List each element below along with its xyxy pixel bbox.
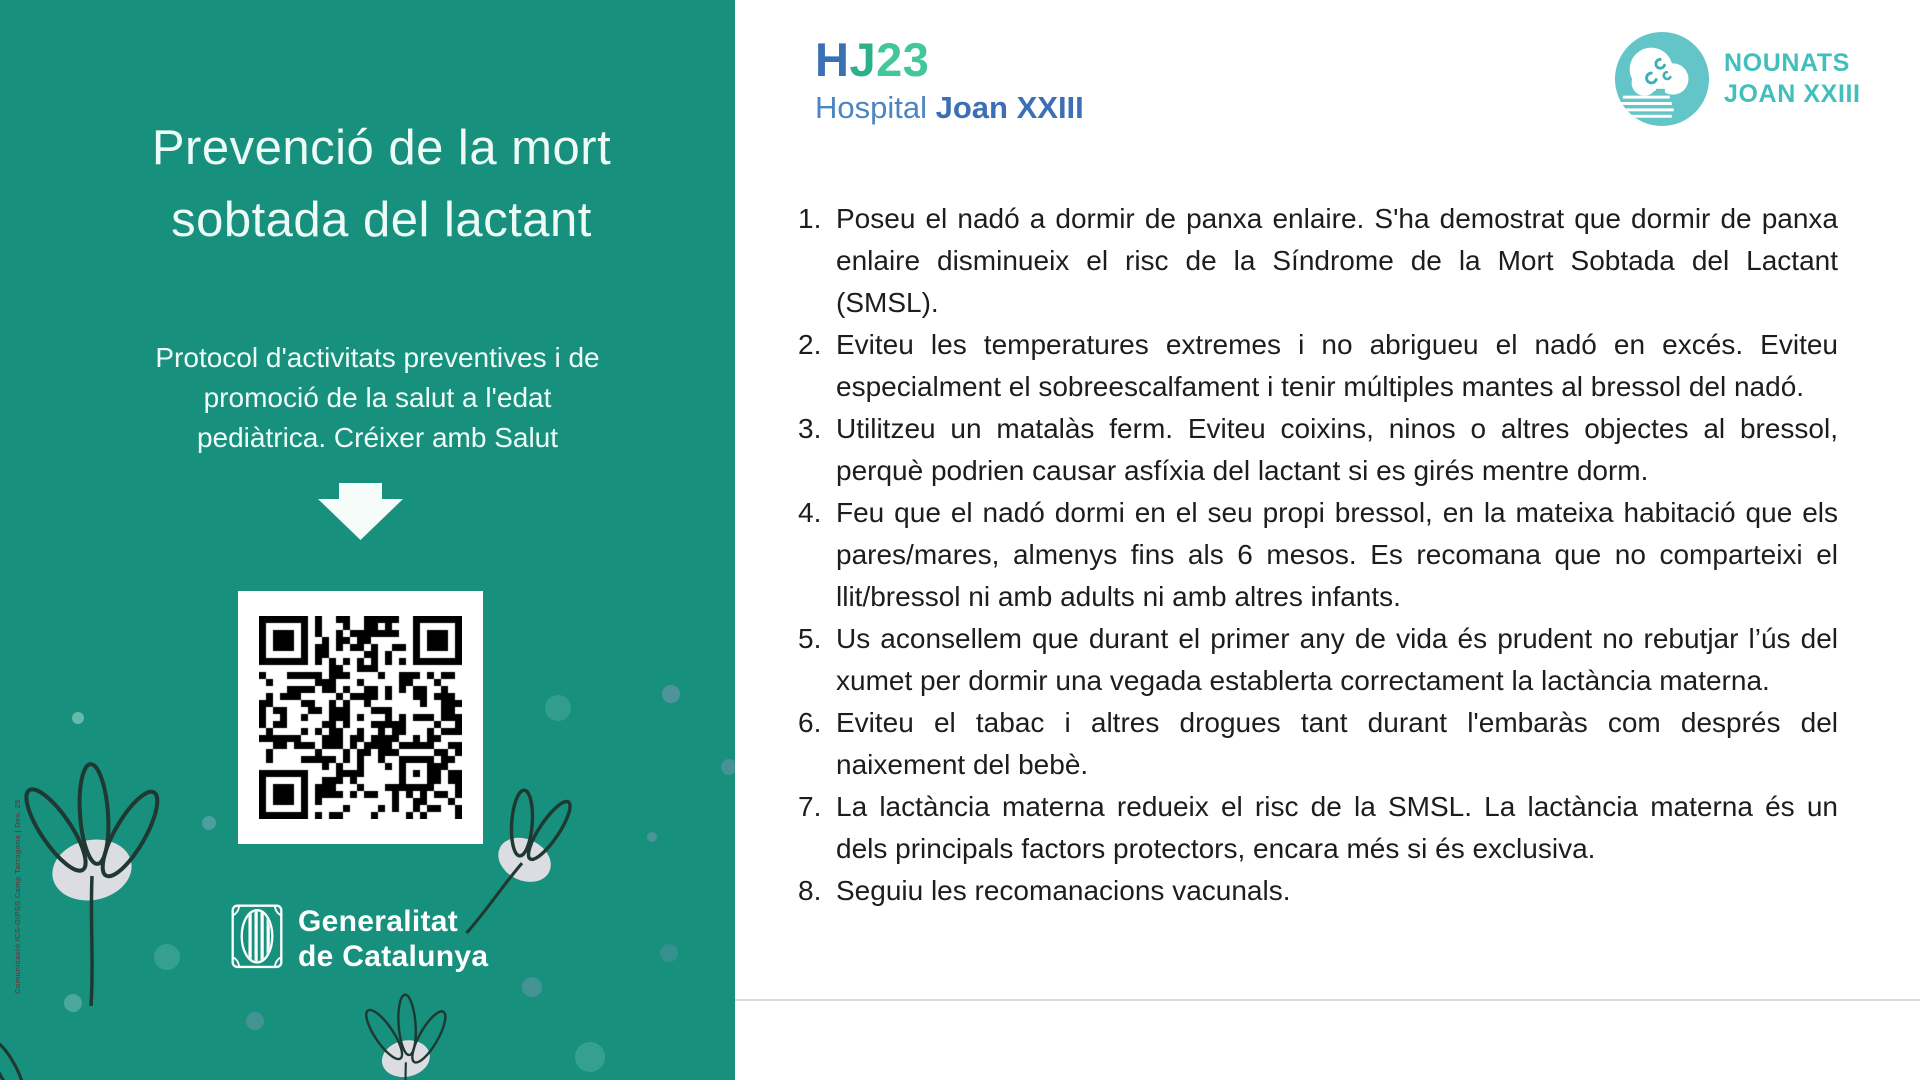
- list-item: [798, 198, 1838, 324]
- list-item: [798, 408, 1838, 492]
- item-number: 8.: [798, 875, 822, 906]
- decorative-dot: [202, 816, 216, 830]
- item-text: Seguiu les recomanacions vacunals.: [836, 875, 1291, 906]
- item-number: 1.: [798, 203, 822, 234]
- item-number: 2.: [798, 329, 822, 360]
- hj23-h: H: [815, 33, 850, 86]
- decorative-dot: [72, 712, 84, 724]
- item-text: Eviteu les temperatures extremes i no abrigueu el nadó en excés. Eviteu especialment el sobreescalfament i tenir múltiples mantes al bressol del nadó.: [836, 329, 1838, 402]
- decorative-dot: [721, 759, 735, 775]
- subtitle-line: promoció de la salut a l'edat: [203, 382, 552, 413]
- flower-sketch: [0, 1007, 110, 1080]
- flower-sketch: [288, 985, 528, 1080]
- flower-sketch: [8, 748, 183, 1013]
- item-number: 4.: [798, 497, 822, 528]
- item-text: Us aconsellem que durant el primer any de vida és prudent no rebutjar l’ús del xumet per dormir una vegada establerta correctament la lactància materna.: [836, 623, 1838, 696]
- nounats-line: NOUNATS: [1724, 49, 1850, 77]
- hospital-word: Hospital: [815, 90, 927, 125]
- decorative-dot: [575, 1042, 605, 1072]
- hospital-name: [815, 92, 1084, 123]
- item-text: Poseu el nadó a dormir de panxa enlaire. S'ha demostrat que dormir de panxa enlaire disminueix el risc de la Síndrome de la Mort Sobtada del Lactant (SMSL).: [836, 203, 1838, 318]
- title-line: sobtada del lactant: [171, 193, 592, 247]
- list-item: [798, 618, 1838, 702]
- item-text: La lactància materna redueix el risc de la SMSL. La lactància materna és un dels principals factors protectors, encara més si és exclusiva.: [836, 791, 1838, 864]
- page-title: [0, 112, 735, 256]
- list-item: [798, 492, 1838, 618]
- generalitat-shield-icon: [230, 903, 284, 975]
- hj23-j: J: [849, 33, 877, 86]
- subtitle-line: pediàtrica. Créixer amb Salut: [196, 422, 559, 453]
- generalitat-line: Generalitat: [298, 905, 459, 938]
- list-item: [798, 870, 1838, 912]
- title-line: Prevenció de la mort: [151, 121, 612, 175]
- nounats-logo: [1613, 30, 1861, 128]
- list-item: [798, 702, 1838, 786]
- item-text: Feu que el nadó dormi en el seu propi bressol, en la mateixa habitació que els pares/mares, almenys fins als 6 mesos. Es recomana que no comparteixi el llit/bressol ni amb adults ni amb altres infants.: [836, 497, 1838, 612]
- page-subtitle: [0, 338, 735, 458]
- item-text: Eviteu el tabac i altres drogues tant durant l'embaràs com després del naixement del bebè.: [836, 707, 1838, 780]
- qr-code: [259, 616, 462, 819]
- nounats-line: JOAN XXIII: [1724, 80, 1861, 108]
- hospital-logo: [815, 33, 1084, 125]
- down-arrow-icon: [318, 483, 403, 540]
- qr-card: [238, 591, 483, 844]
- decorative-dot: [246, 1012, 264, 1030]
- subtitle-line: Protocol d'activitats preventives i de: [155, 342, 600, 373]
- item-number: 7.: [798, 791, 822, 822]
- content-panel: [735, 0, 1920, 1080]
- list-item: [798, 324, 1838, 408]
- bottom-divider: [735, 999, 1920, 1001]
- hj23-number: 23: [876, 33, 930, 86]
- generalitat-logo: [230, 903, 488, 975]
- left-cover-panel: [0, 0, 735, 1080]
- prevention-list: [798, 198, 1838, 912]
- item-text: Utilitzeu un matalàs ferm. Eviteu coixins, ninos o altres objectes al bressol, perquè podrien causar asfíxia del lactant si es girés mentre dorm.: [836, 413, 1838, 486]
- decorative-dot: [662, 685, 680, 703]
- hj23-wordmark: [815, 33, 1084, 86]
- item-number: 6.: [798, 707, 822, 738]
- generalitat-wordmark: [298, 904, 488, 974]
- generalitat-line: de Catalunya: [298, 940, 489, 973]
- list-item: [798, 786, 1838, 870]
- side-caption: Comunicació ICS-GIPSS Camp Tarragona | Des. 25: [13, 799, 22, 994]
- decorative-dot: [647, 832, 657, 842]
- item-number: 3.: [798, 413, 822, 444]
- hospital-joan-xxiii: Joan XXIII: [935, 90, 1084, 125]
- decorative-dot: [660, 944, 678, 962]
- nounats-wordmark: [1724, 48, 1861, 110]
- item-number: 5.: [798, 623, 822, 654]
- nounats-baby-icon: [1613, 30, 1711, 128]
- decorative-dot: [545, 695, 571, 721]
